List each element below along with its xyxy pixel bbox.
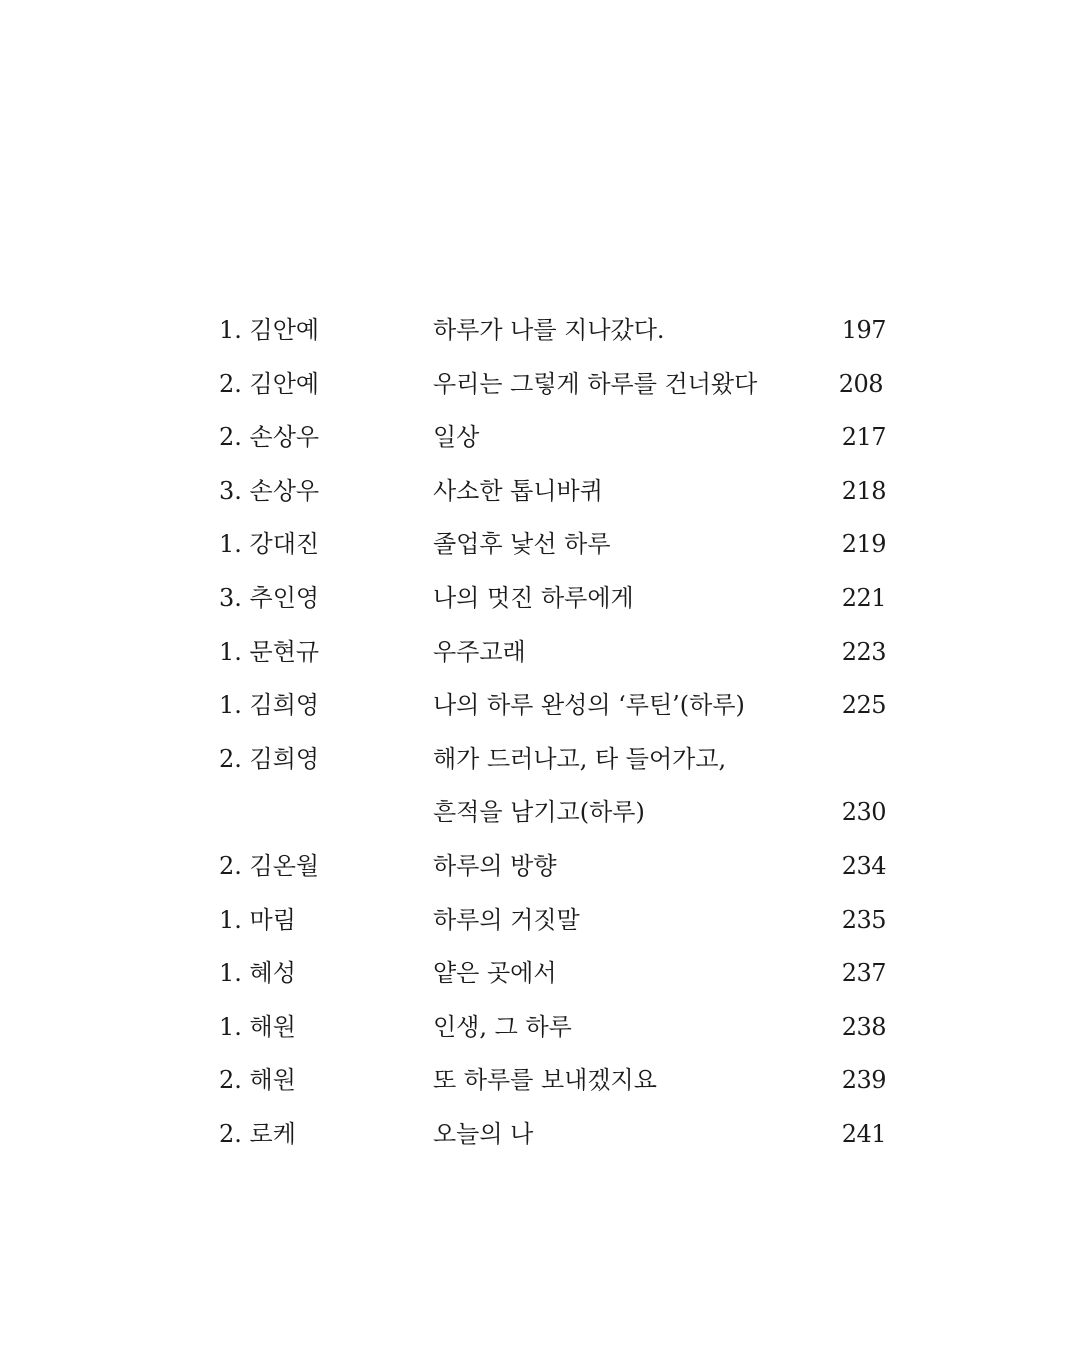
toc-title: 우리는 그렇게 하루를 건너왔다 xyxy=(433,369,758,398)
toc-page-number: 208 xyxy=(838,369,883,398)
toc-title: 인생, 그 하루 xyxy=(433,1012,572,1041)
toc-author: 1. 문현규 xyxy=(219,637,320,666)
toc-page-number: 218 xyxy=(841,476,886,505)
toc-entry-continuation xyxy=(0,786,1080,840)
toc-author: 1. 혜성 xyxy=(219,959,296,988)
toc-author: 2. 김온월 xyxy=(219,851,320,880)
toc-entry xyxy=(0,679,1080,733)
toc-page-number: 217 xyxy=(841,423,886,452)
toc-page-number: 239 xyxy=(841,1066,886,1095)
toc-author: 1. 김안예 xyxy=(219,316,320,344)
toc-page-number: 223 xyxy=(841,637,886,666)
toc-author: 3. 손상우 xyxy=(219,476,320,505)
toc-entry xyxy=(0,947,1080,1001)
toc-author: 1. 강대진 xyxy=(219,530,320,559)
toc-title: 또 하루를 보내겠지요 xyxy=(433,1066,657,1095)
toc-entry xyxy=(0,894,1080,948)
toc-title: 졸업후 낯선 하루 xyxy=(433,530,611,559)
toc-page-number: 235 xyxy=(841,905,886,934)
toc-title: 나의 하루 완성의 ‘루틴’(하루) xyxy=(433,691,745,720)
toc-title: 하루의 방향 xyxy=(433,851,557,880)
toc-page-number: 219 xyxy=(841,530,886,559)
toc-author: 1. 김희영 xyxy=(219,691,320,720)
toc-page-number: 238 xyxy=(841,1012,886,1041)
toc-author: 1. 해원 xyxy=(219,1012,296,1041)
toc-page-number: 237 xyxy=(841,959,886,988)
toc-title: 해가 드러나고, 타 들어가고, xyxy=(433,744,727,773)
toc-page-number: 225 xyxy=(841,691,886,720)
toc-entry xyxy=(0,733,1080,787)
toc-title: 하루의 거짓말 xyxy=(433,905,580,934)
toc-page-number: 221 xyxy=(841,583,886,612)
table-of-contents xyxy=(0,304,1080,1162)
toc-page-number: 230 xyxy=(841,798,886,827)
toc-title: 얕은 곳에서 xyxy=(433,959,557,988)
toc-entry xyxy=(0,1001,1080,1055)
toc-title: 하루가 나를 지나갔다. xyxy=(433,316,665,344)
toc-title: 일상 xyxy=(433,423,480,452)
toc-page-number: 241 xyxy=(841,1119,886,1148)
toc-entry xyxy=(0,1108,1080,1162)
toc-title: 사소한 톱니바퀴 xyxy=(433,476,603,505)
toc-page-number: 197 xyxy=(841,316,886,344)
toc-entry xyxy=(0,626,1080,680)
toc-entry xyxy=(0,465,1080,519)
toc-entry xyxy=(0,358,1080,412)
toc-entry xyxy=(0,304,1080,358)
toc-title: 흔적을 남기고(하루) xyxy=(433,798,645,827)
toc-title: 오늘의 나 xyxy=(433,1119,534,1148)
toc-entry xyxy=(0,518,1080,572)
toc-author: 2. 로케 xyxy=(219,1119,296,1148)
toc-page-number: 234 xyxy=(841,851,886,880)
toc-author: 2. 손상우 xyxy=(219,423,320,452)
toc-entry xyxy=(0,411,1080,465)
toc-author: 2. 해원 xyxy=(219,1066,296,1095)
toc-author: 3. 추인영 xyxy=(219,583,320,612)
toc-author: 2. 김안예 xyxy=(219,369,320,398)
toc-entry xyxy=(0,1054,1080,1108)
toc-title: 우주고래 xyxy=(433,637,526,666)
toc-entry xyxy=(0,840,1080,894)
toc-entry xyxy=(0,572,1080,626)
toc-author: 2. 김희영 xyxy=(219,744,320,773)
toc-author: 1. 마림 xyxy=(219,905,296,934)
toc-title: 나의 멋진 하루에게 xyxy=(433,583,634,612)
